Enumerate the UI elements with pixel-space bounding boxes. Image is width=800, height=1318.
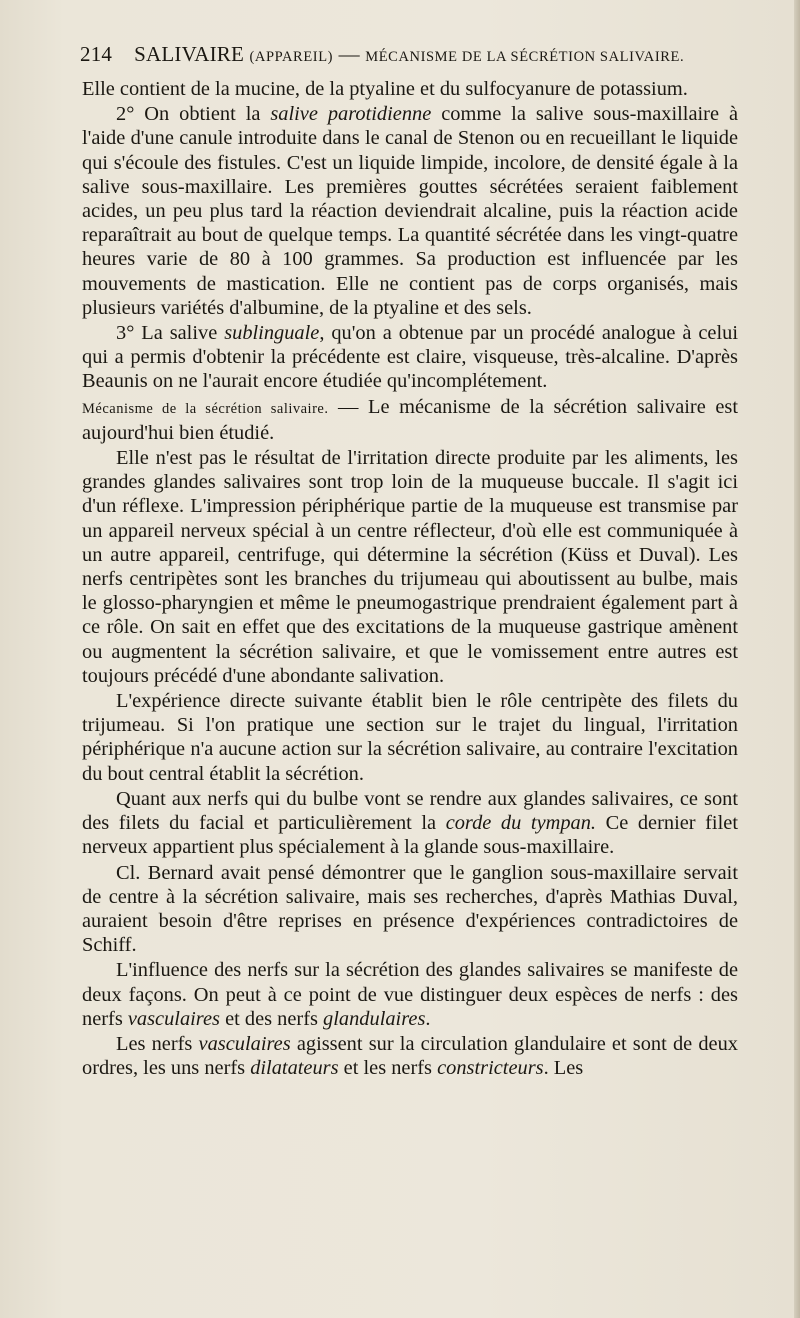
emphasis-text: vasculaires xyxy=(198,1032,291,1055)
paragraph-text: . xyxy=(425,1007,431,1030)
page-body xyxy=(82,77,738,1080)
paragraph-text: — Le mécanisme de la sécrétion salivaire est aujourd'hui bien étudié. xyxy=(82,395,738,444)
paragraph-text: Les nerfs xyxy=(116,1032,199,1055)
emphasis-text: vasculaires xyxy=(127,1007,220,1030)
header-title-sub: (APPAREIL) xyxy=(249,49,334,65)
emphasis-text: dilatateurs xyxy=(250,1057,339,1080)
emphasis-text: sublinguale xyxy=(224,322,320,345)
emphasis-text: salive parotidienne xyxy=(270,103,432,126)
paragraph-text: Ce dernier filet nerveux appartient plus spécialement à la glande sous-maxillaire. xyxy=(82,812,738,859)
paragraph-text: agissent sur la circulation glandulaire et sont de deux ordres, les uns nerfs xyxy=(82,1032,738,1080)
paragraph-parotid xyxy=(82,102,738,320)
paragraph-text: L'influence des nerfs sur la sécrétion des glandes salivaires se manifeste de deux façons. On peut à ce point de vue distinguer deux espèces de nerfs : des nerfs xyxy=(82,959,738,1030)
section-heading: Mécanisme de la sécrétion salivaire. xyxy=(82,400,329,417)
paragraph-sublingual xyxy=(82,321,738,394)
paragraph-mechanism xyxy=(82,395,738,445)
emphasis-text: constricteurs xyxy=(437,1057,544,1080)
paragraph-text: . Les xyxy=(543,1057,584,1080)
page-edge xyxy=(794,0,800,1318)
emphasis-text: glandulaires xyxy=(323,1007,426,1030)
paragraph-text: et des nerfs xyxy=(219,1007,324,1030)
paragraph-bernard: Cl. Bernard avait pensé démontrer que le ganglion sous-maxillaire servait de centre à la sécrétion salivaire, mais ses recherches, d'après Mathias Duval, auraient besoin d'être reprises en présence d'expériences contradictoires de Schiff. xyxy=(82,861,738,957)
page-number: 214 xyxy=(80,42,113,66)
paragraph-vascular xyxy=(82,1032,738,1080)
paragraph-text: et les nerfs xyxy=(338,1057,438,1080)
emphasis-text: corde du tympan. xyxy=(445,812,597,835)
header-dash: — xyxy=(338,42,360,66)
paragraph-text: , qu'on a obtenue par un procédé analogue à celui qui a permis d'obtenir la précédente est claire, visqueuse, très-alcaline. D'après Beaunis on ne l'aurait encore étudiée qu'incomplétement. xyxy=(82,322,738,393)
paragraph-reflex: Elle n'est pas le résultat de l'irritation directe produite par les aliments, les grandes glandes salivaires sont trop loin de la muqueuse buccale. Il s'agit ici d'un réflexe. L'impression périphérique partie de la muqueuse est transmise par un appareil nerveux spécial à un centre réflecteur, d'où elle est communiquée à un autre appareil, centrifuge, qui détermine la sécrétion (Küss et Duval). Les nerfs centripètes sont les branches du trijumeau qui aboutissent au bulbe, mais le glosso-pharyngien et même le pneumogastrique prendraient également part à ce rôle. On sait en effet que des excitations de la muqueuse gastrique amènent ou augmentent la sécrétion salivaire, et que le vomissement entre autres est toujours précédé d'une abondante salivation. xyxy=(82,447,738,687)
paragraph-0: Elle contient de la mucine, de la ptyaline et du sulfocyanure de potassium. xyxy=(82,78,688,100)
paragraph-text: Quant aux nerfs qui du bulbe vont se rendre aux glandes salivaires, ce sont des filets du facial et particulièrement la xyxy=(82,787,738,835)
header-title: SALIVAIRE xyxy=(134,42,245,66)
paragraph-text: 3° La salive xyxy=(116,322,225,345)
header-running-head: MÉCANISME DE LA SÉCRÉTION SALIVAIRE. xyxy=(365,49,685,65)
paragraph-experiment: L'expérience directe suivante établit bien le rôle centripète des filets du trijumeau. Si l'on pratique une section sur le trajet du lingual, l'irritation périphérique n'a aucune action sur la sécrétion salivaire, au contraire l'excitation du bout central établit la sécrétion. xyxy=(82,690,738,785)
paragraph-text: comme la salive sous-maxillaire à l'aide d'une canule introduite dans le canal de Stenon ou en recueillant le liquide qui s'écoule des fistules. C'est un liquide limpide, incolore, de densité égale à la salive sous-maxillaire. Les premières gouttes sécrétées seraient faiblement acides, un peu plus tard la réaction deviendrait alcaline, puis la réaction acide reparaîtrait au bout de quelque temps. La quantité sécrétée dans les vingt-quatre heures varie de 80 à 100 grammes. Sa production est influencée par les mouvements de mastication. Elle ne contient pas de corps organisés, mais plusieurs variétés d'albumine, de la ptyaline et des sels. xyxy=(82,103,739,319)
paragraph-influence xyxy=(82,958,738,1031)
paragraph-facial-nerves xyxy=(82,787,738,860)
running-header xyxy=(80,40,730,71)
paragraph-text: 2° On obtient la xyxy=(116,103,271,126)
